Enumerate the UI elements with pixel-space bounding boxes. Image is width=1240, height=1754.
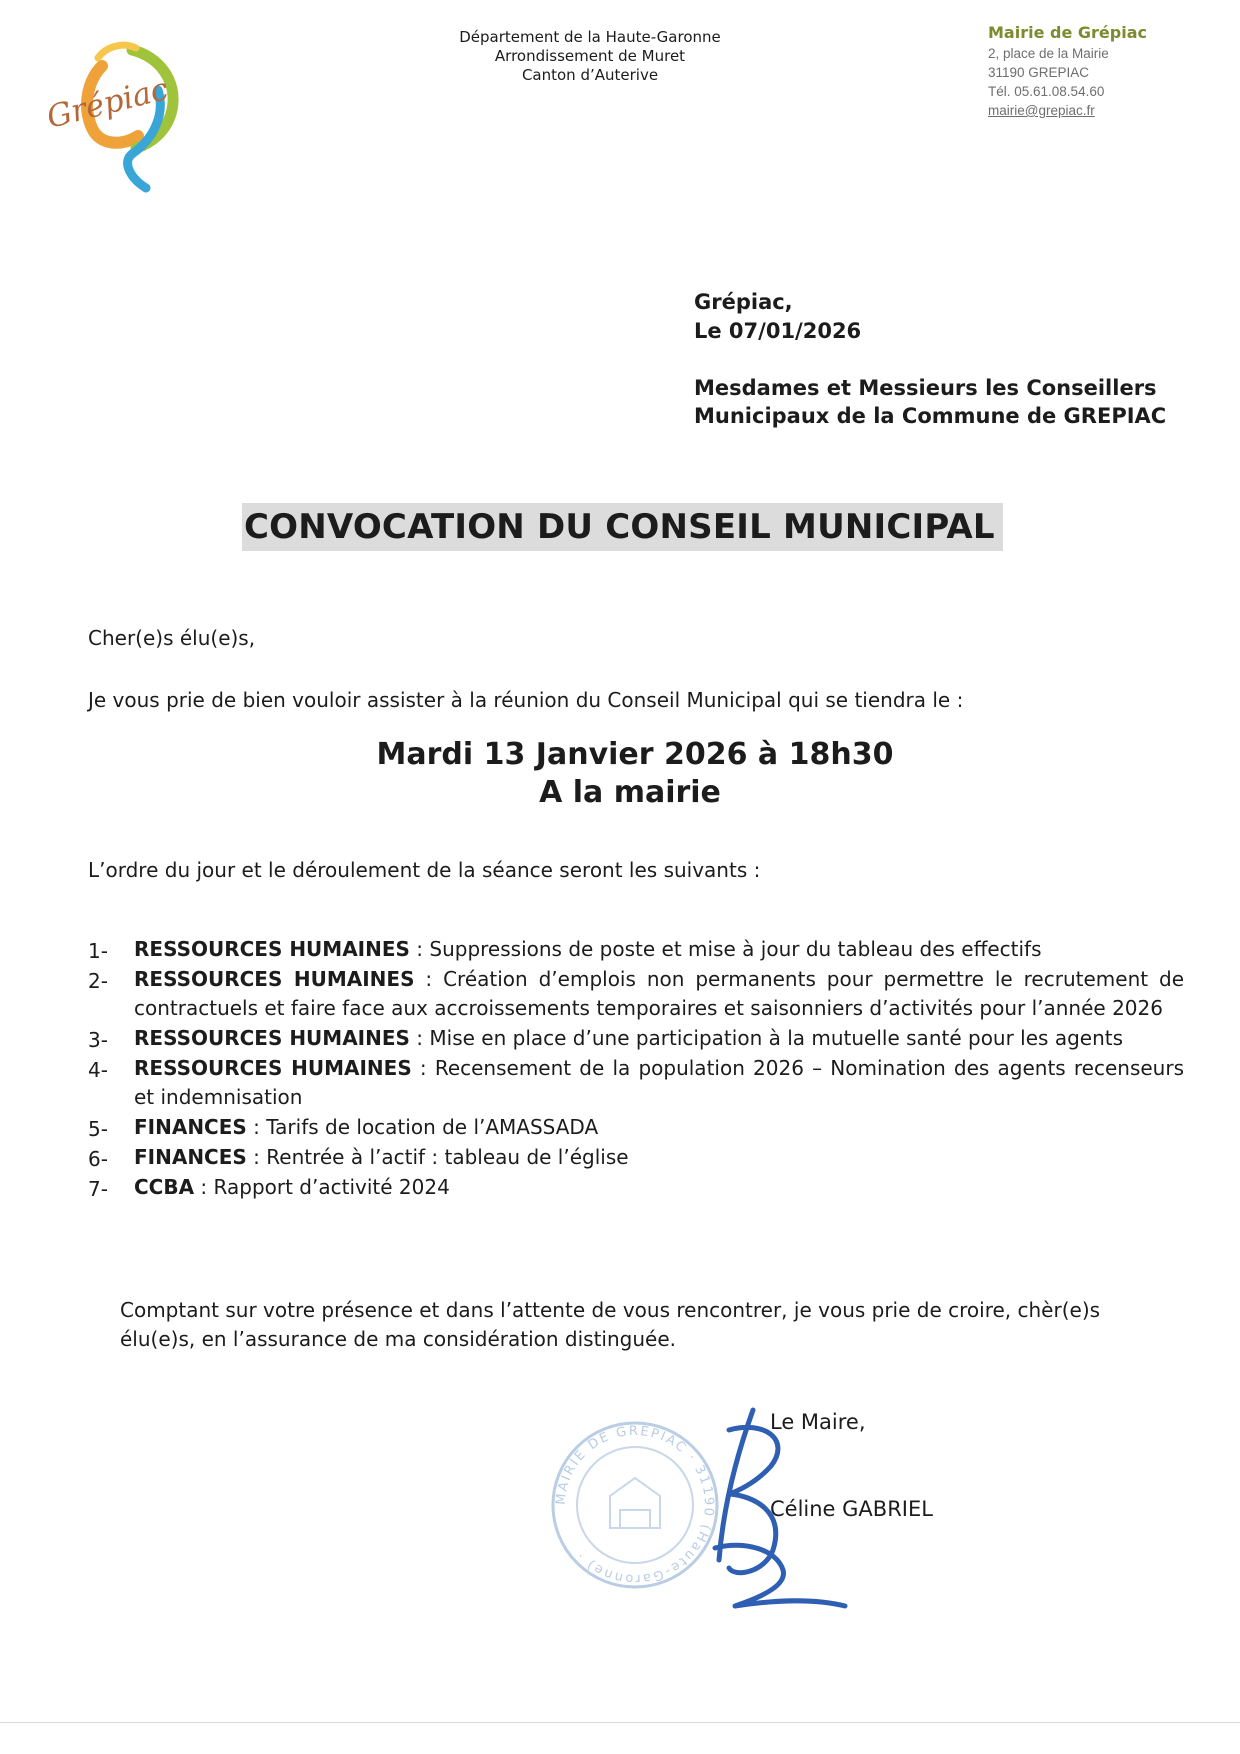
mairie-name: Mairie de Grépiac bbox=[988, 23, 1147, 42]
agenda-item-number: 7- bbox=[88, 1177, 108, 1201]
logo-text: Grépiac bbox=[43, 70, 172, 136]
agenda-item-text: : Tarifs de location de l’AMASSADA bbox=[246, 1115, 599, 1139]
agenda-item bbox=[88, 1113, 1184, 1142]
mairie-phone: Tél. 05.61.08.54.60 bbox=[988, 84, 1105, 99]
stamp-text: MAIRIE DE GREPIAC · 31190 (Haute-Garonne) · bbox=[553, 1423, 717, 1587]
agenda-item-text: : Rentrée à l’actif : tableau de l’église bbox=[246, 1145, 629, 1169]
svg-text:MAIRIE DE GREPIAC · 31190 (Hau bbox=[554, 1424, 716, 1586]
agenda-item-number: 3- bbox=[88, 1028, 108, 1052]
agenda-item-category: RESSOURCES HUMAINES bbox=[134, 1056, 412, 1080]
agenda-item-category: RESSOURCES HUMAINES bbox=[134, 967, 415, 991]
agenda-item-category: RESSOURCES HUMAINES bbox=[134, 937, 410, 961]
intro-paragraph: Je vous prie de bien vouloir assister à la réunion du Conseil Municipal qui se tiendra le : bbox=[88, 688, 964, 712]
recipients bbox=[694, 374, 1166, 430]
agenda-item-number: 6- bbox=[88, 1147, 108, 1171]
recipients-line-2: Municipaux de la Commune de GREPIAC bbox=[694, 404, 1167, 428]
agenda-item bbox=[88, 965, 1184, 1023]
page-bottom-divider bbox=[0, 1722, 1240, 1723]
arrondissement-line: Arrondissement de Muret bbox=[494, 47, 686, 65]
mairie-contact bbox=[988, 22, 1208, 120]
meeting-info bbox=[0, 736, 1240, 812]
canton-line: Canton d’Auterive bbox=[521, 66, 659, 84]
mairie-email-link[interactable]: mairie@grepiac.fr bbox=[988, 103, 1095, 118]
agenda-item-category: FINANCES bbox=[134, 1145, 247, 1169]
agenda-item-number: 4- bbox=[88, 1058, 108, 1082]
department-header bbox=[430, 28, 750, 85]
agenda-item-text: : Rapport d’activité 2024 bbox=[194, 1175, 450, 1199]
mairie-city: 31190 GREPIAC bbox=[988, 65, 1090, 80]
recipients-line-1: Mesdames et Messieurs les Conseillers bbox=[694, 376, 1157, 400]
date: Le 07/01/2026 bbox=[694, 319, 862, 343]
place: Grépiac, bbox=[694, 290, 793, 314]
agenda-list bbox=[88, 935, 1184, 1203]
mayor-title: Le Maire, bbox=[770, 1410, 866, 1434]
document-title: CONVOCATION DU CONSEIL MUNICIPAL bbox=[242, 503, 1003, 551]
greeting: Cher(e)s élu(e)s, bbox=[88, 626, 256, 650]
department-line: Département de la Haute-Garonne bbox=[459, 28, 721, 46]
agenda-item-number: 5- bbox=[88, 1117, 108, 1141]
agenda-item-number: 1- bbox=[88, 939, 108, 963]
grepiac-logo bbox=[40, 28, 190, 198]
mayor-name: Céline GABRIEL bbox=[770, 1497, 933, 1521]
agenda-item-text: : Suppressions de poste et mise à jour du tableau des effectifs bbox=[409, 937, 1042, 961]
agenda-item-text: : Recensement de la population 2026 – Nomination des agents recenseurs et indemnisation bbox=[134, 1056, 1184, 1109]
agenda-item bbox=[88, 1173, 1184, 1202]
order-intro: L’ordre du jour et le déroulement de la séance seront les suivants : bbox=[88, 858, 761, 882]
agenda-item bbox=[88, 1024, 1184, 1053]
mairie-address: 2, place de la Mairie bbox=[988, 46, 1109, 61]
agenda-item-category: CCBA bbox=[134, 1175, 195, 1199]
meeting-place: A la mairie bbox=[539, 775, 721, 810]
agenda-item-text: : Création d’emplois non permanents pour permettre le recrutement de contractuels et faire face aux accroissements temporaires et saisonniers d’activités pour l’année 2026 bbox=[134, 967, 1185, 1020]
agenda-item-text: : Mise en place d’une participation à la mutuelle santé pour les agents bbox=[409, 1026, 1124, 1050]
agenda-item bbox=[88, 1054, 1184, 1112]
agenda-item bbox=[88, 1143, 1184, 1172]
agenda-item-category: RESSOURCES HUMAINES bbox=[134, 1026, 410, 1050]
agenda-item bbox=[88, 935, 1184, 964]
closing-paragraph: Comptant sur votre présence et dans l’attente de vous rencontrer, je vous prie de croire, chèr(e)s élu(e)s, en l’assurance de ma considération distinguée. bbox=[120, 1298, 1101, 1351]
agenda-item-category: FINANCES bbox=[134, 1115, 247, 1139]
place-date bbox=[694, 288, 861, 346]
meeting-date: Mardi 13 Janvier 2026 à 18h30 bbox=[376, 737, 894, 772]
agenda-item-number: 2- bbox=[88, 969, 108, 993]
